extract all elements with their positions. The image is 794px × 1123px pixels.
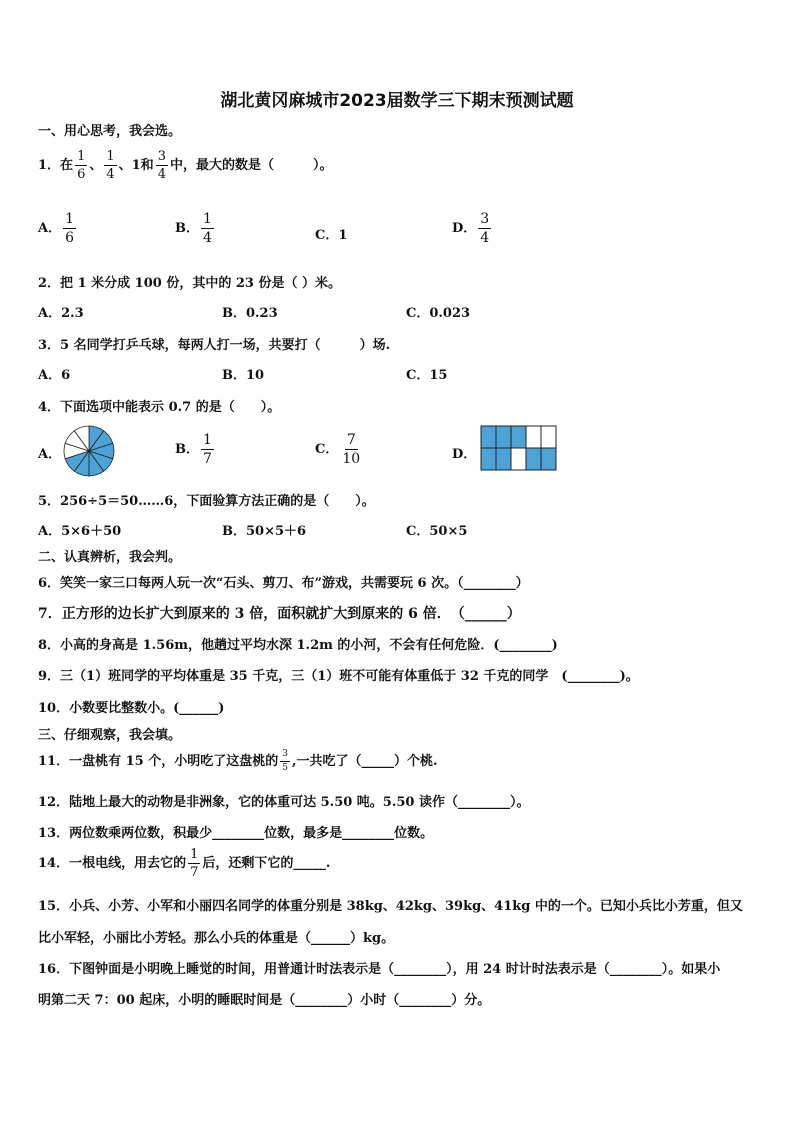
q3-option-b: B．10 xyxy=(222,368,265,383)
q2-option-b: B．0.23 xyxy=(222,306,278,321)
q1-option-b: B． $\frac{1}{4}$ xyxy=(175,211,212,246)
question-6: 6．笑笑一家三口每两人玩一次“石头、剪刀、布”游戏，共需要玩 6 次。（________） xyxy=(38,576,529,591)
grid-cell xyxy=(481,426,496,448)
question-13: 13．两位数乘两位数，积最少________位数，最多是________位数。 xyxy=(38,826,434,841)
q1-option-d: D． $\frac{3}{4}$ xyxy=(452,211,490,246)
q4-option-a-label: A． xyxy=(38,447,62,462)
question-7: 7．正方形的边长扩大到原来的 3 倍，面积就扩大到原来的 6 倍． （______） xyxy=(38,606,521,622)
grid-cell xyxy=(526,448,541,470)
grid-cell xyxy=(481,448,496,470)
q1-option-c: C．1 xyxy=(315,228,348,243)
question-1: 1．在 $\frac{1}{6}$ 、 $\frac{1}{4}$ 、1和 $\frac{3}{4}$ 中，最大的数是（ ）。 xyxy=(38,149,333,182)
q1-option-a: A． $\frac{1}{6}$ xyxy=(38,211,75,246)
q2-option-a: A．2.3 xyxy=(38,306,84,321)
grid-cell xyxy=(496,448,511,470)
section-3-heading: 三、仔细观察，我会填。 xyxy=(38,728,182,743)
q4-grid-figure xyxy=(480,425,558,471)
q5-option-b: B．50×5＋6 xyxy=(222,524,307,539)
grid-cell xyxy=(511,448,526,470)
q4-option-b: B． $\frac{1}{7}$ xyxy=(175,432,212,467)
q4-option-c: C． $\frac{7}{10}$ xyxy=(315,432,361,467)
question-15-line-1: 15．小兵、小芳、小军和小丽四名同学的体重分别是 38kg、42kg、39kg、41kg 中的一个。已知小兵比小芳重，但又 xyxy=(38,899,743,914)
grid-cell xyxy=(496,426,511,448)
grid-cell xyxy=(541,448,556,470)
question-16-line-2: 明第二天 7：00 起床，小明的睡眠时间是（________）小时（________）分。 xyxy=(38,993,491,1008)
question-14: 14．一根电线，用去它的 $\frac{1}{7}$ 后，还剩下它的_____. xyxy=(38,847,331,880)
question-10: 10．小数要比整数小。(______) xyxy=(38,701,225,716)
q5-option-a: A．5×6＋50 xyxy=(38,524,122,539)
section-1-heading: 一、用心思考，我会选。 xyxy=(38,124,182,139)
q4-pie-figure xyxy=(62,424,116,478)
section-2-heading: 二、认真辨析，我会判。 xyxy=(38,550,182,565)
q3-option-a: A．6 xyxy=(38,368,71,383)
q5-option-c: C．50×5 xyxy=(406,524,468,539)
question-3: 3．5 名同学打乒乓球，每两人打一场，共要打（ ）场. xyxy=(38,338,391,353)
q2-option-c: C．0.023 xyxy=(406,306,471,321)
grid-cell xyxy=(511,426,526,448)
question-4: 4．下面选项中能表示 0.7 的是（ ）。 xyxy=(38,400,281,415)
question-5: 5．256÷5＝50……6，下面验算方法正确的是（ ）。 xyxy=(38,494,375,509)
grid-cell xyxy=(541,426,556,448)
q4-option-d-label: D． xyxy=(452,447,477,462)
question-11: 11．一盘桃有 15 个，小明吃了这盘桃的 $\frac{3}{5}$ ,一共吃了（_____）个桃. xyxy=(38,749,438,773)
q3-option-c: C．15 xyxy=(406,368,448,383)
question-12: 12．陆地上最大的动物是非洲象，它的体重可达 5.50 吨。5.50 读作（________）。 xyxy=(38,795,530,810)
page-title: 湖北黄冈麻城市2023届数学三下期末预测试题 xyxy=(220,91,574,111)
question-8: 8．小高的身高是 1.56m，他趟过平均水深 1.2m 的小河，不会有任何危险．(________) xyxy=(38,638,558,653)
grid-cell xyxy=(526,426,541,448)
question-2: 2．把 1 米分成 100 份，其中的 23 份是（ ）米。 xyxy=(38,276,341,291)
question-9: 9．三（1）班同学的平均体重是 35 千克，三（1）班不可能有体重低于 32 千克的同学 (________)。 xyxy=(38,669,639,684)
question-16-line-1: 16．下图钟面是小明晚上睡觉的时间，用普通计时法表示是（________），用 24 时计时法表示是（________）。如果小 xyxy=(38,962,721,977)
question-15-line-2: 比小军轻，小丽比小芳轻。那么小兵的体重是（______）kg。 xyxy=(38,931,395,946)
